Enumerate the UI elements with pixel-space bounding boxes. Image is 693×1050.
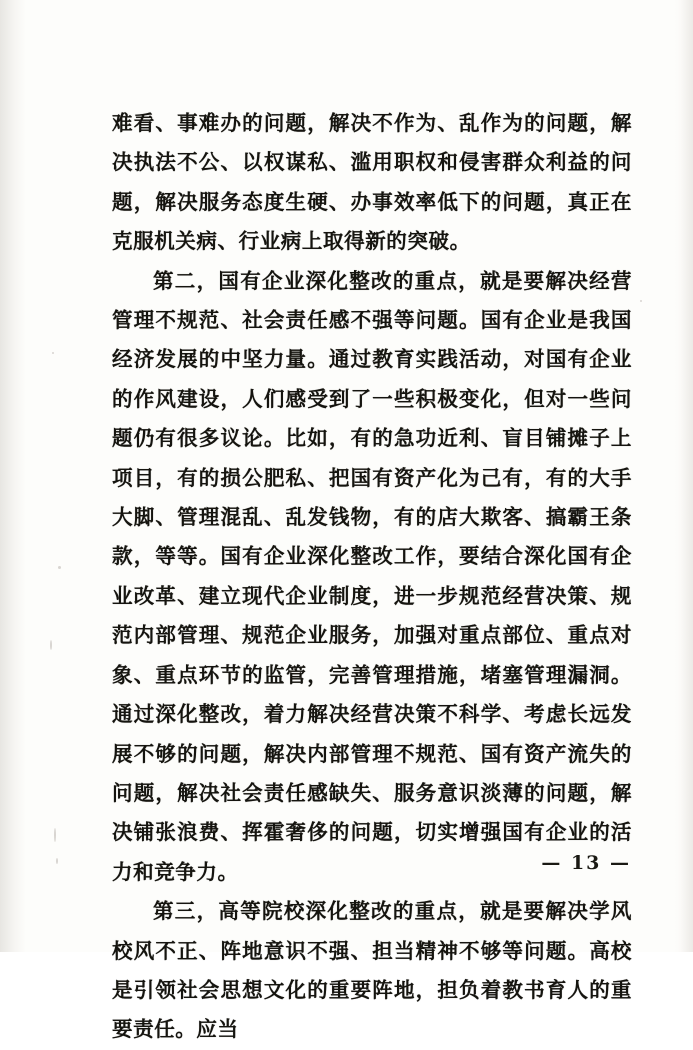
scan-speckle	[56, 858, 58, 864]
scan-speckle	[58, 566, 61, 569]
paragraph: 第三，高等院校深化整改的重点，就是要解决学风校风不正、阵地意识不强、担当精神不够等问题。高校是引领社会思想文化的重要阵地，担负着教书育人的重要责任。应当	[112, 899, 632, 1042]
paragraph: 第二，国有企业深化整改的重点，就是要解决经营管理不规范、社会责任感不强等问题。国有企业是我国经济发展的中坚力量。通过教育实践活动，对国有企业的作风建设，人们感受到了一些积极变化，但对一些问题仍有很多议论。比如，有的急功近利、盲目铺摊子上项目，有的损公肥私、把国有资产化为己有，有的大手大脚、管理混乱、乱发钱物，有的店大欺客、搞霸王条款，等等。国有企业深化整改工作，要结合深化国有企业改革、建立现代企业制度，进一步规范经营决策、规范内部管理、规范企业服务，加强对重点部位、重点对象、重点环节的监管，完善管理措施，堵塞管理漏洞。通过深化整改，着力解决经营决策不科学、考虑长远发展不够的问题，解决内部管理不规范、国有资产流失的问题，解决社会责任感缺失、服务意识淡薄的问题，解决铺张浪费、挥霍奢侈的问题，切实增强国有企业的活力和竞争力。	[112, 268, 632, 884]
scan-speckle	[640, 300, 642, 302]
paragraph: 难看、事难办的问题，解决不作为、乱作为的问题，解决执法不公、以权谋私、滥用职权和侵害群众利益的问题，解决服务态度生硬、办事效率低下的问题，真正在克服机关病、行业病上取得新的突破。	[112, 111, 632, 254]
page-number: — 13 —	[541, 852, 631, 874]
scan-speckle	[52, 352, 54, 354]
scan-speckle	[54, 828, 56, 842]
document-text-body	[112, 104, 632, 1050]
scan-speckle	[50, 640, 52, 650]
